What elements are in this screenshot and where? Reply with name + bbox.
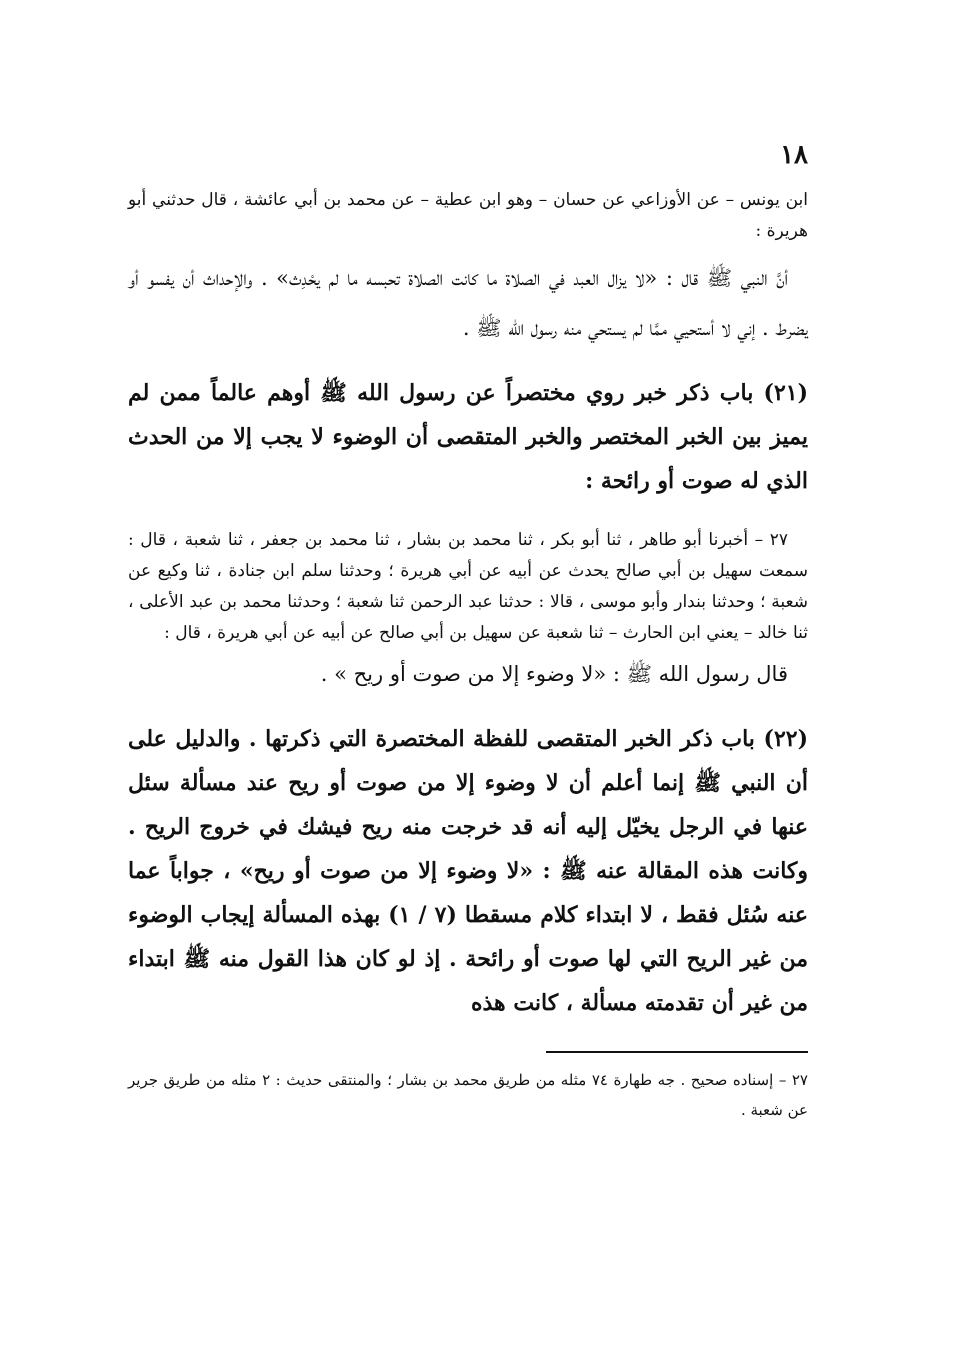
footnote-divider bbox=[546, 1051, 808, 1053]
footnote-27: ٢٧ – إسناده صحيح . جه طهارة ٧٤ مثله من طريق محمد بن بشار ؛ والمنتقى حديث : ٢ مثله من طريق جرير عن شعبة . bbox=[128, 1071, 808, 1120]
chapter-heading-22: (٢٢) باب ذكر الخبر المتقصى للفظة المختصرة التي ذكرتها . والدليل على أن النبي ﷺ إنما أعلم أن لا وضوء إلا من صوت أو ريح عند مسألة سئل عنها في الرجل يخيّل إليه أنه قد خرجت منه ريح فيشك في خروج الريح . وكانت هذه المقالة عنه ﷺ : «لا وضوء إلا من صوت أو ريح» ، جواباً عما عنه سُئل فقط ، لا ابتداء كلام مسقطا (٧ / ١) بهذه المسألة إيجاب الوضوء من غير الريح التي لها صوت أو رائحة . إذ لو كان هذا القول منه ﷺ ابتداء من غير أن تقدمته مسألة ، كانت هذه bbox=[128, 726, 808, 1017]
intro-chain-paragraph: ابن يونس – عن الأوزاعي عن حسان – وهو ابن عطية – عن محمد بن أبي عائشة ، قال حدثني أبو هريرة : bbox=[128, 190, 808, 242]
page-number: ١٨ bbox=[780, 140, 808, 170]
chapter-heading-21: (٢١) باب ذكر خبر روي مختصراً عن رسول الله ﷺ أوهم عالماً ممن لم يميز بين الخبر المختصر والخبر المتقصى أن الوضوء لا يجب إلا من الحدث الذي له صوت أو رائحة : bbox=[128, 380, 808, 495]
hadith-27-text: قال رسول الله ﷺ : «لا وضوء إلا من صوت أو ريح » . bbox=[320, 662, 788, 687]
hadith-27-chain-paragraph: ٢٧ – أخبرنا أبو طاهر ، ثنا أبو بكر ، ثنا محمد بن بشار ، ثنا محمد بن جعفر ، ثنا شعبة ، قال : سمعت سهيل بن أبي صالح يحدث عن أبيه عن أبي هريرة ؛ وحدثنا سلم ابن جنادة ، ثنا وكيع عن شعبة ؛ وحدثنا بندار وأبو موسى ، قالا : حدثنا عبد الرحمن ثنا شعبة ؛ وحدثنا محمد بن عبد الأعلى ، ثنا خالد – يعني ابن الحارث – ثنا شعبة عن سهيل بن أبي صالح عن أبيه عن أبي هريرة ، قال : bbox=[128, 530, 808, 644]
intro-hadith-paragraph: أنَّ النبي ﷺ قال : «لا يزال العبد في الصلاة ما كانت الصلاة تحبسه ما لم يحْدِث» . والإحداث أن يفسو أو يضرط . إني لا أستحيي ممَّا لم يستحي منه رسول الله ﷺ . bbox=[128, 266, 808, 341]
document-page bbox=[128, 140, 808, 1125]
